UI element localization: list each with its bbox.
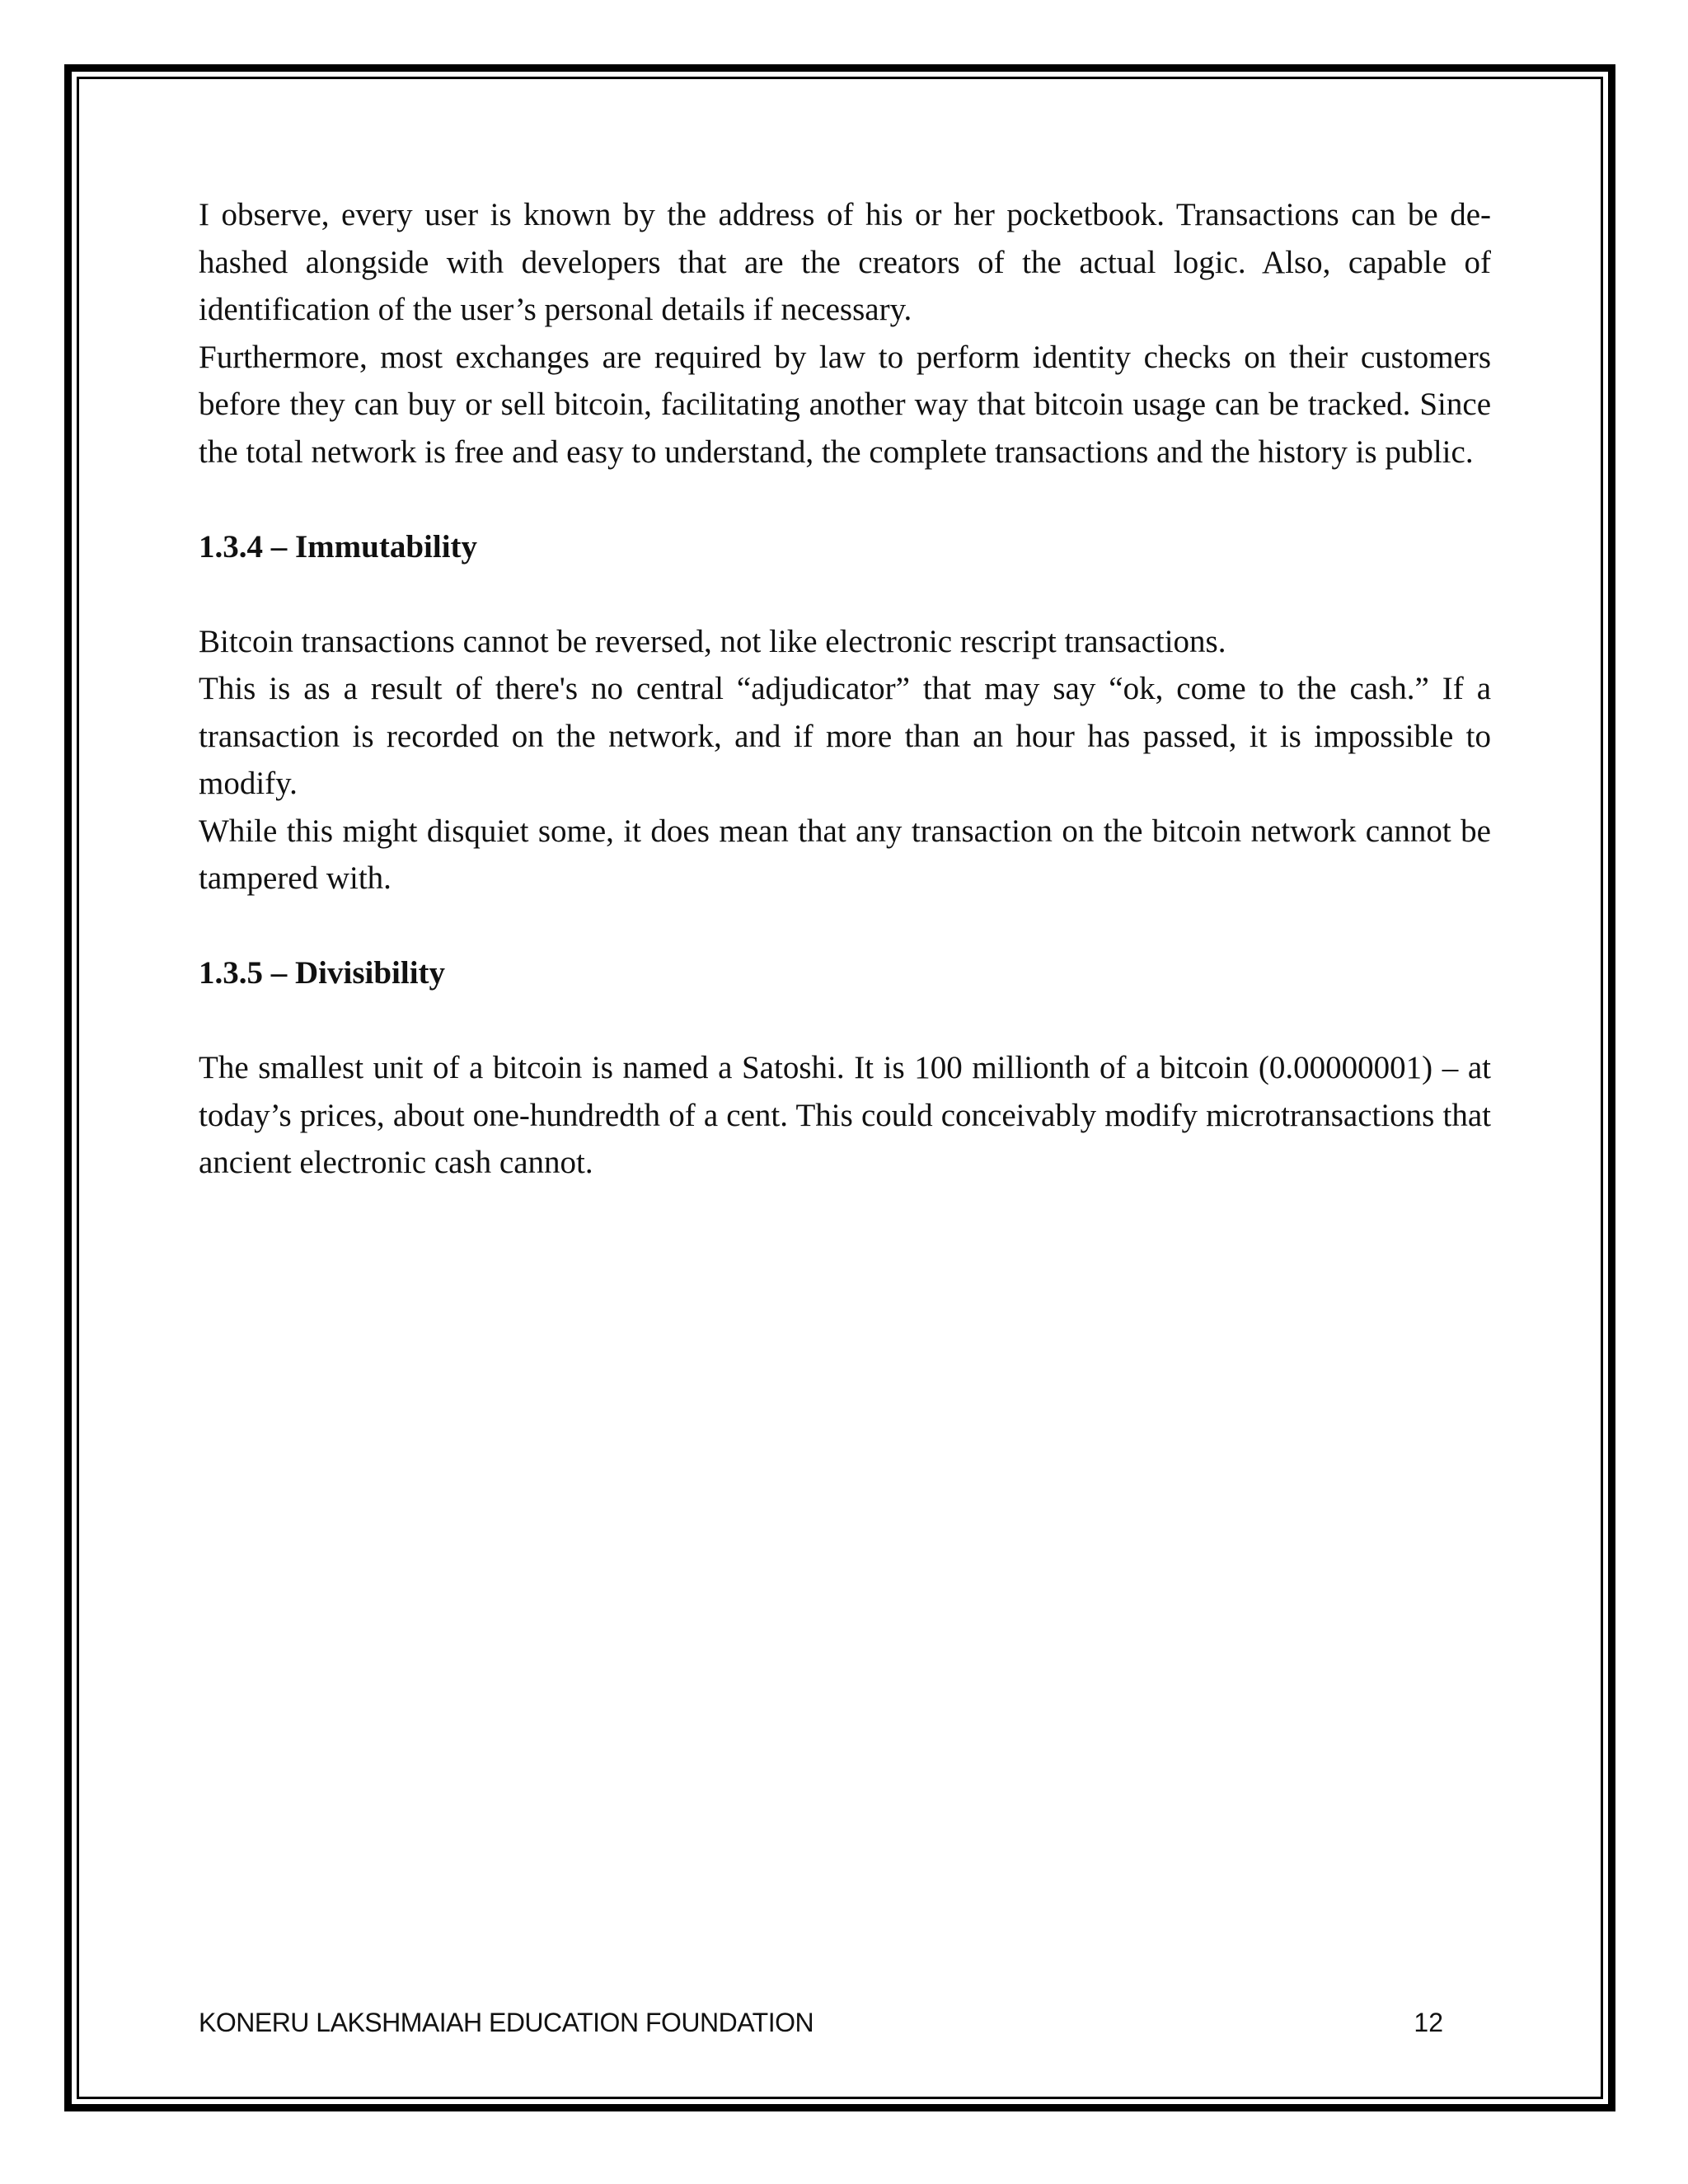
page-body bbox=[199, 191, 1491, 1187]
spacer bbox=[199, 997, 1491, 1045]
intro-paragraph-1: I observe, every user is known by the address of his or her pocketbook. Transactions can be de-hashed alongside with developers that are the creators of the actual logic. Also, capable of identification of the user’s personal details if necessary. bbox=[199, 197, 1491, 327]
section-heading-divisibility: 1.3.5 – Divisibility bbox=[199, 955, 446, 991]
footer-organization: KONERU LAKSHMAIAH EDUCATION FOUNDATION bbox=[199, 2008, 814, 2037]
immutability-paragraph-1: Bitcoin transactions cannot be reversed, not like electronic rescript transactions. bbox=[199, 623, 1226, 659]
spacer bbox=[199, 902, 1491, 950]
intro-paragraph-2: Furthermore, most exchanges are required by law to perform identity checks on their customers before they can buy or sell bitcoin, facilitating another way that bitcoin usage can be tracked. Since the total network is free and easy to understand, the complete transactions and the history is public. bbox=[199, 339, 1491, 470]
spacer bbox=[199, 476, 1491, 523]
divisibility-paragraph-1: The smallest unit of a bitcoin is named a Satoshi. It is 100 millionth of a bitcoin (0.00000001) – at today’s prices, about one-hundredth of a cent. This could conceivably modify microtransactions that ancient electronic cash cannot. bbox=[199, 1050, 1491, 1180]
section-heading-immutability: 1.3.4 – Immutability bbox=[199, 528, 478, 565]
footer-page-number: 12 bbox=[1414, 2008, 1443, 2037]
immutability-paragraph-2: This is as a result of there's no central “adjudicator” that may say “ok, come to the cash.” If a transaction is recorded on the network, and if more than an hour has passed, it is impossible to modify. bbox=[199, 671, 1491, 801]
spacer bbox=[199, 570, 1491, 618]
immutability-paragraph-3: While this might disquiet some, it does mean that any transaction on the bitcoin network cannot be tampered with. bbox=[199, 813, 1491, 896]
